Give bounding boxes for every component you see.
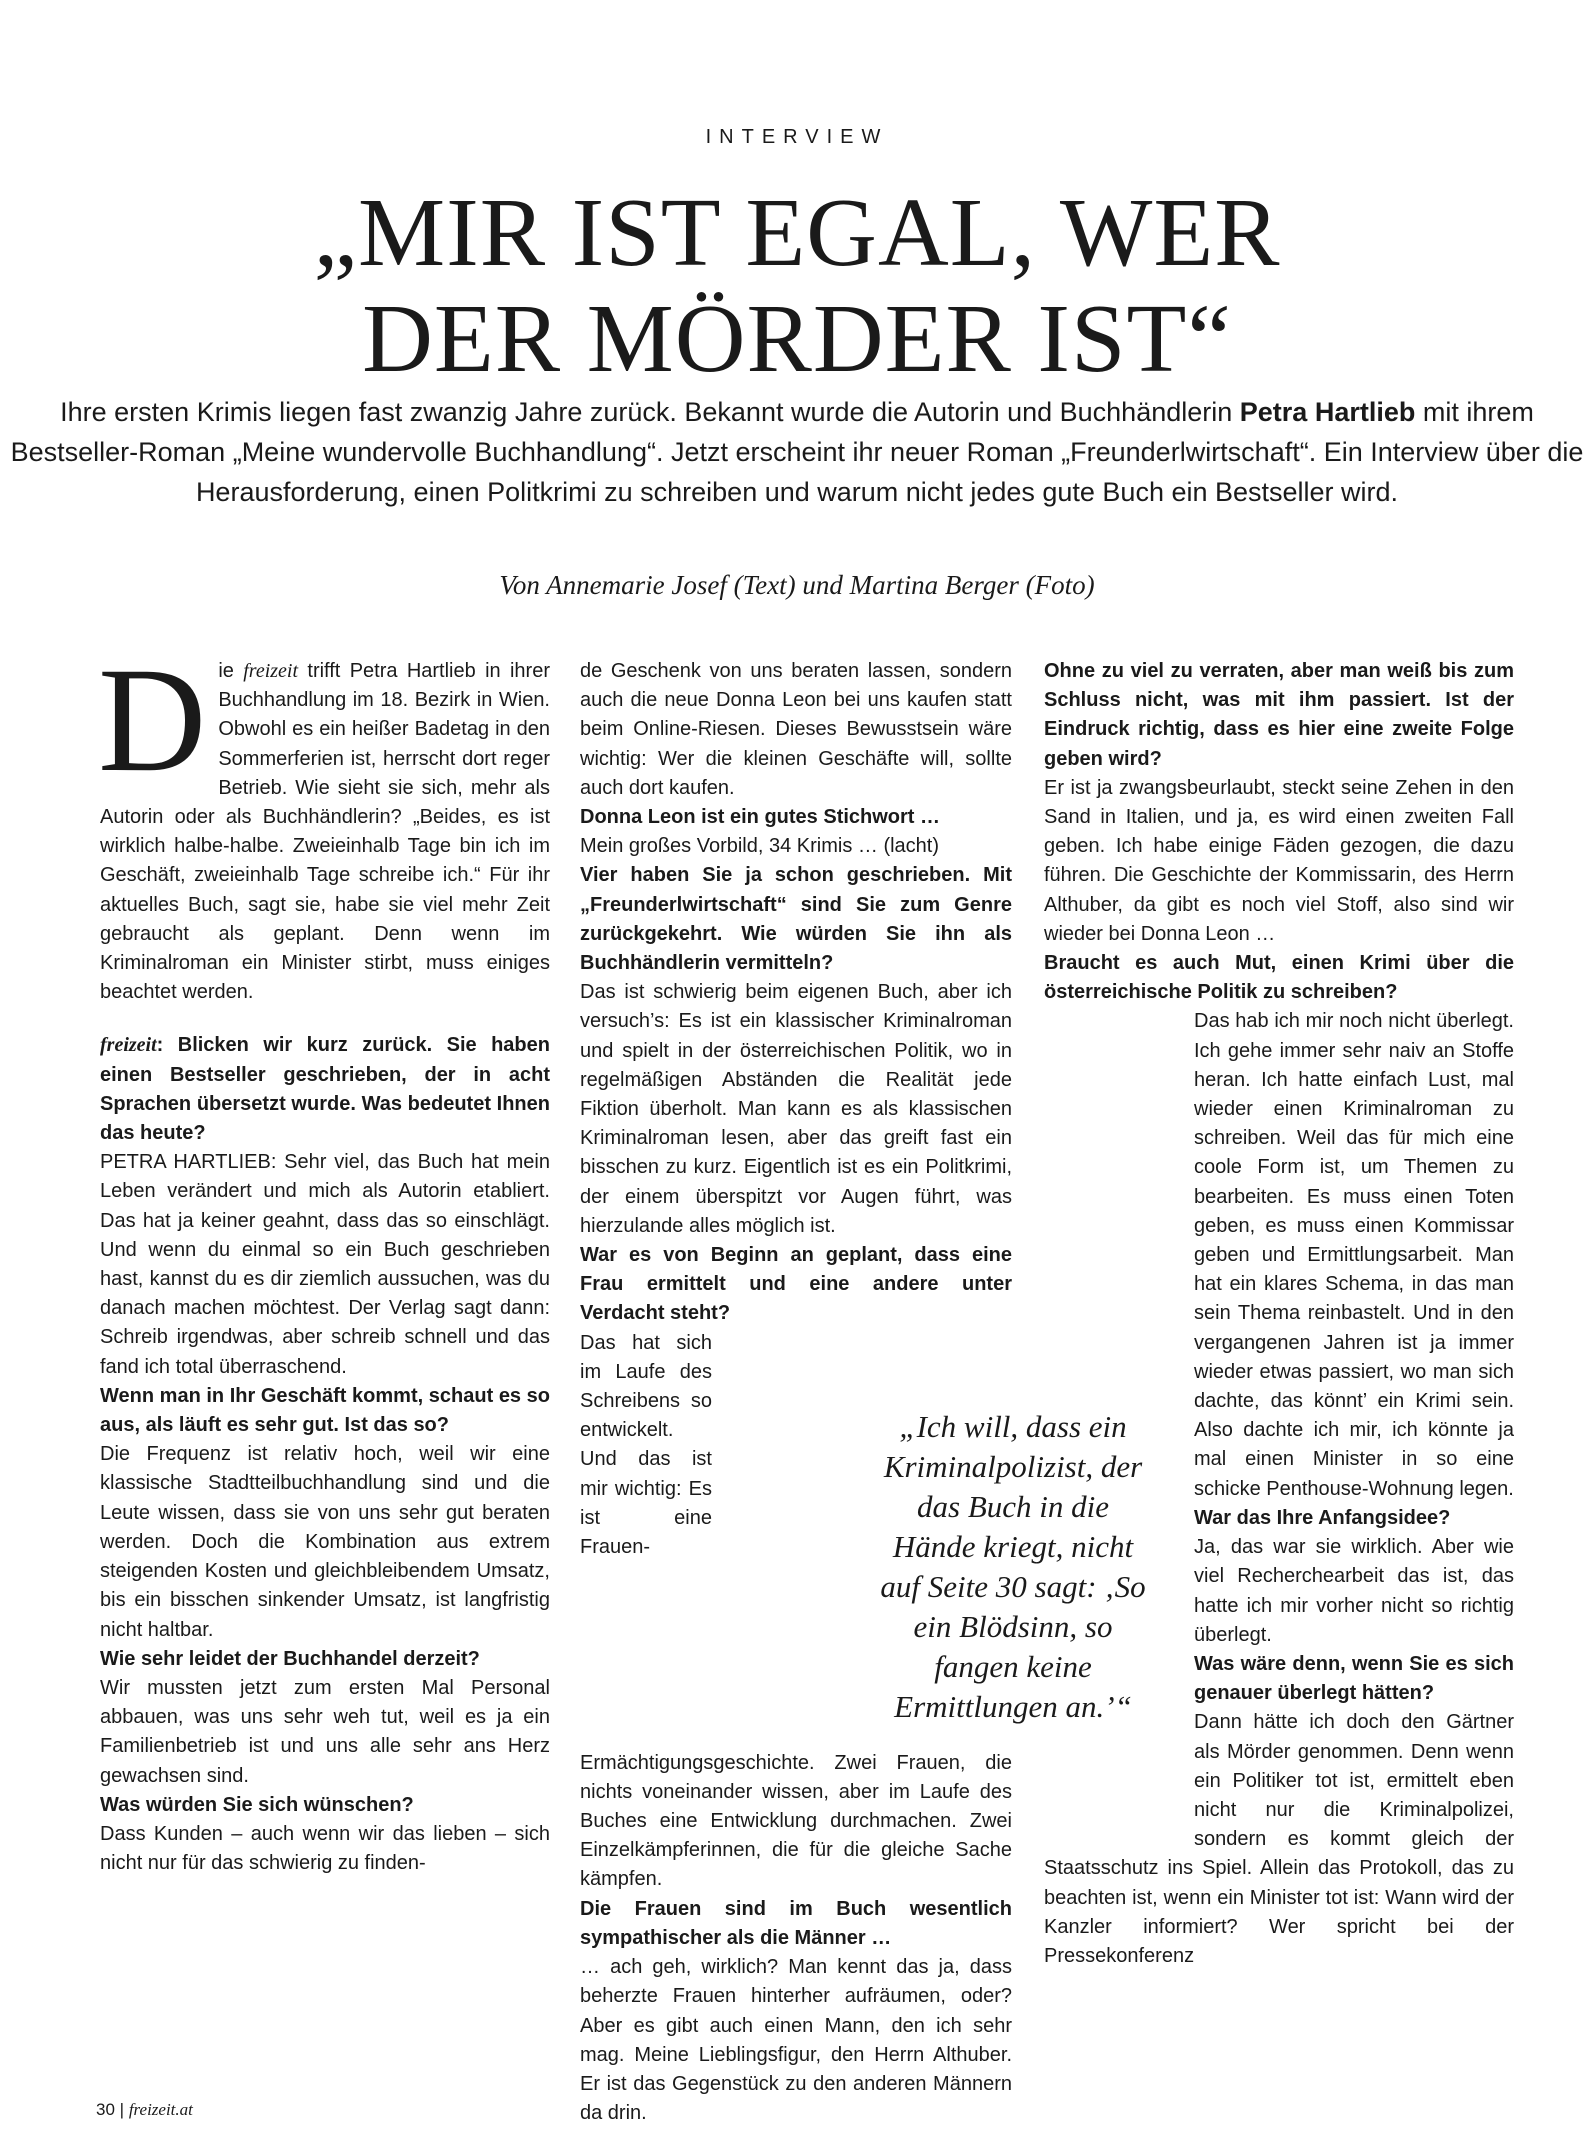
footer-site: freizeit.at xyxy=(128,2100,193,2119)
answer: Wir mussten jetzt zum ersten Mal Personal abbauen, was uns sehr weh tut, weil es ja ein Familienbetrieb ist und uns alle sehr ans Herz gewachsen sind. xyxy=(100,1676,550,1787)
section-gap xyxy=(100,1007,550,1031)
question xyxy=(100,1031,550,1148)
magazine-name: freizeit xyxy=(243,660,299,682)
answer: Er ist ja zwangsbeurlaubt, steckt seine Zehen in den Sand in Italien, und ja, es wird einen zweiten Fall geben. Ich habe einige Fäden gezogen, die dazu führen. Die Geschichte der Kommissarin, des Herrn Althuber, da gibt es noch viel Stoff, also sind wir wieder bei Donna Leon … xyxy=(1044,776,1514,945)
pull-quote: „Ich will, dass ein Kriminalpolizist, der das Buch in die Hände kriegt, nicht auf Seite 30 sagt: ‚So ein Blödsinn, so fangen keine Ermittlungen an.’“ xyxy=(880,1409,1146,1724)
lead-paragraph xyxy=(0,392,1594,512)
question: Braucht es auch Mut, einen Krimi über die österreichische Politik zu schreiben? xyxy=(1044,952,1514,1004)
question: Wie sehr leidet der Buchhandel derzeit? xyxy=(100,1647,480,1670)
lead-part-2: mit ihrem Bestseller-Roman „Meine wundervolle Buchhandlung“. Jetzt erscheint ihr neuer Roman „Freunderlwirtschaft“. Ein Interview über die Herausforderung, einen Politkrimi zu schreiben und warum nicht jedes gute Buch ein Bestseller wird. xyxy=(10,397,1584,507)
footer-separator: | xyxy=(119,2100,125,2119)
question: Was wäre denn, wenn Sie es sich genauer überlegt hätten? xyxy=(1194,1652,1514,1705)
question-text: : Blicken wir kurz zurück. Sie haben einen Bestseller geschrieben, der in acht Sprachen übersetzt wurde. Was bedeutet Ihnen das heute? xyxy=(100,1034,550,1145)
answer: Mein großes Vorbild, 34 Krimis … (lacht) xyxy=(580,835,940,858)
lead-name: Petra Hartlieb xyxy=(1239,397,1416,427)
column-1 xyxy=(98,637,550,1878)
column-2 xyxy=(580,657,1012,2128)
magazine-name: freizeit xyxy=(100,1034,157,1057)
headline-line-1: „MIR IST EGAL, WER xyxy=(313,179,1281,287)
page-number: 30 xyxy=(96,2100,115,2119)
answer: Dann hätte ich doch den Gärtner als Mörder genommen. Denn wenn ein Politiker tot ist, ermittelt eben nicht nur die Kriminalpolizei, sondern es kommt gleich der Staatsschutz ins Spiel. Allein das Protokoll, das zu beachten ist, wenn ein Minister tot ist: Wann wird der Kanzler informiert? Wer spricht bei der Pressekonferenz xyxy=(1044,1711,1514,1967)
headline xyxy=(0,180,1594,392)
intro-pre: ie xyxy=(218,660,244,682)
answer: de Geschenk von uns beraten lassen, sondern auch die neue Donna Leon bei uns kaufen statt beim Online-Riesen. Dieses Bewusstsein wäre wichtig: Wer die kleinen Geschäfte will, sollte auch dort kaufen. xyxy=(580,660,1012,799)
answer: Das ist schwierig beim eigenen Buch, aber ich versuch’s: Es ist ein klassischer Kriminalroman und spielt in der österreichischen Politik, wo in regelmäßigen Abständen die Realität jede Fiktion überholt. Man kann es als klassischen Kriminalroman lesen, aber das greift fast ein bisschen zu kurz. Eigentlich ist es ein Politkrimi, der einem überspitzt vor Augen führt, was hierzulande alles möglich ist. xyxy=(580,981,1012,1237)
answer: … ach geh, wirklich? Man kennt das ja, dass beherzte Frauen hinterher aufräumen, oder? Aber es gibt auch einen Mann, den ich sehr mag. Meine Lieblingsfigur, den Herrn Althuber. Er ist das Gegenstück zu den anderen Männern da drin. xyxy=(580,1956,1012,2125)
answer: Das hab ich mir noch nicht überlegt. Ich gehe immer sehr naiv an Stoffe heran. Ich hatte einfach Lust, mal wieder einen Kriminalroman zu schreiben. Weil das für mich eine coole Form ist, um Themen zu bearbeiten. Es muss einen Toten geben, es muss einen Kommissar geben und Ermittlungsarbeit. Man hat ein klares Schema, in das man sein Thema reinbastelt. Und in den vergangenen Jahren ist ja immer wieder etwas passiert, wo man sich dachte, das könnt’ ein Krimi sein. Also dachte ich mir, ich könnte ja mal einen Minister in so eine schicke Penthouse-Wohnung legen. xyxy=(1194,1010,1514,1500)
question: Ohne zu viel zu verraten, aber man weiß bis zum Schluss nicht, was mit ihm passiert. Ist der Eindruck richtig, dass es hier eine zweite Folge geben wird? xyxy=(1044,660,1514,770)
byline: Von Annemarie Josef (Text) und Martina Berger (Foto) xyxy=(499,570,1095,600)
question: War das Ihre Anfangsidee? xyxy=(1194,1506,1451,1529)
page-footer xyxy=(96,2100,193,2120)
intro-paragraph xyxy=(98,637,550,1007)
drop-cap: D xyxy=(98,637,207,803)
intro-text: trifft Petra Hartlieb in ihrer Buchhandlung im 18. Bezirk in Wien. Obwohl es ein heißer Badetag in den Sommerferien ist, herrscht dort reger Betrieb. Wie sieht sie sich, mehr als Autorin oder als Buchhändlerin? „Beides, es ist wirklich halbe-halbe. Zweieinhalb Tage bin ich im Geschäft, zweieinhalb Tage schreibe ich.“ Für ihr aktuelles Buch, sagt sie, habe sie viel mehr Zeit gebraucht als geplant. Denn wenn im Kriminalroman ein Minister stirbt, muss einiges beachtet werden. xyxy=(100,660,550,1004)
section-kicker: INTERVIEW xyxy=(705,126,889,148)
lead-part-1: Ihre ersten Krimis liegen fast zwanzig Jahre zurück. Bekannt wurde die Autorin und Buchhändlerin xyxy=(60,397,1240,427)
question: Wenn man in Ihr Geschäft kommt, schaut es so aus, als läuft es sehr gut. Ist das so? xyxy=(100,1384,550,1437)
answer: Das hat sich im Laufe des Schreibens so entwickelt. Und das ist mir wichtig: Es ist eine Frauen-Ermächtigungsgeschichte. Zwei Frauen, die nichts voneinander wissen, aber im Laufe des Buches eine Entwicklung durchmachen. Zwei Einzelkämpferinnen, die für die gleiche Sache kämpfen. xyxy=(580,1331,1012,1891)
answer: PETRA HARTLIEB: Sehr viel, das Buch hat mein Leben verändert und mich als Autorin etabliert. Das hat ja keiner geahnt, dass das so einschlägt. Und wenn du einmal so ein Buch geschrieben hast, kannst du es dir ziemlich aussuchen, was du danach machen möchtest. Der Verlag sagt dann: Schreib irgendwas, aber schreib schnell und das fand ich total überraschend. xyxy=(100,1151,550,1378)
question: War es von Beginn an geplant, dass eine Frau ermittelt und eine andere unter Verdacht steht? xyxy=(580,1244,1012,1325)
answer: Dass Kunden – auch wenn wir das lieben – sich nicht nur für das schwierig zu finden- xyxy=(100,1822,550,1875)
answer: Ja, das war sie wirklich. Aber wie viel Recherchearbeit das ist, das hatte ich mir vorher nicht so richtig überlegt. xyxy=(1194,1536,1514,1646)
question: Was würden Sie sich wünschen? xyxy=(100,1793,414,1816)
column-3 xyxy=(1044,657,1514,1971)
question: Vier haben Sie ja schon geschrieben. Mit „Freunderlwirtschaft“ sind Sie zum Genre zurückgekehrt. Wie würden Sie ihn als Buchhändlerin vermitteln? xyxy=(580,864,1012,975)
headline-line-2: DER MÖRDER IST“ xyxy=(362,285,1232,393)
question: Donna Leon ist ein gutes Stichwort … xyxy=(580,806,941,829)
answer: Die Frequenz ist relativ hoch, weil wir eine klassische Stadtteilbuchhandlung sind und die Leute wissen, dass sie von uns sehr gut beraten werden. Doch die Kombination aus extrem steigenden Kosten und gleichbleibendem Umsatz, bis ein bisschen sinkender Umsatz, ist langfristig nicht haltbar. xyxy=(100,1443,550,1641)
question: Die Frauen sind im Buch wesentlich sympathischer als die Männer … xyxy=(580,1897,1012,1949)
